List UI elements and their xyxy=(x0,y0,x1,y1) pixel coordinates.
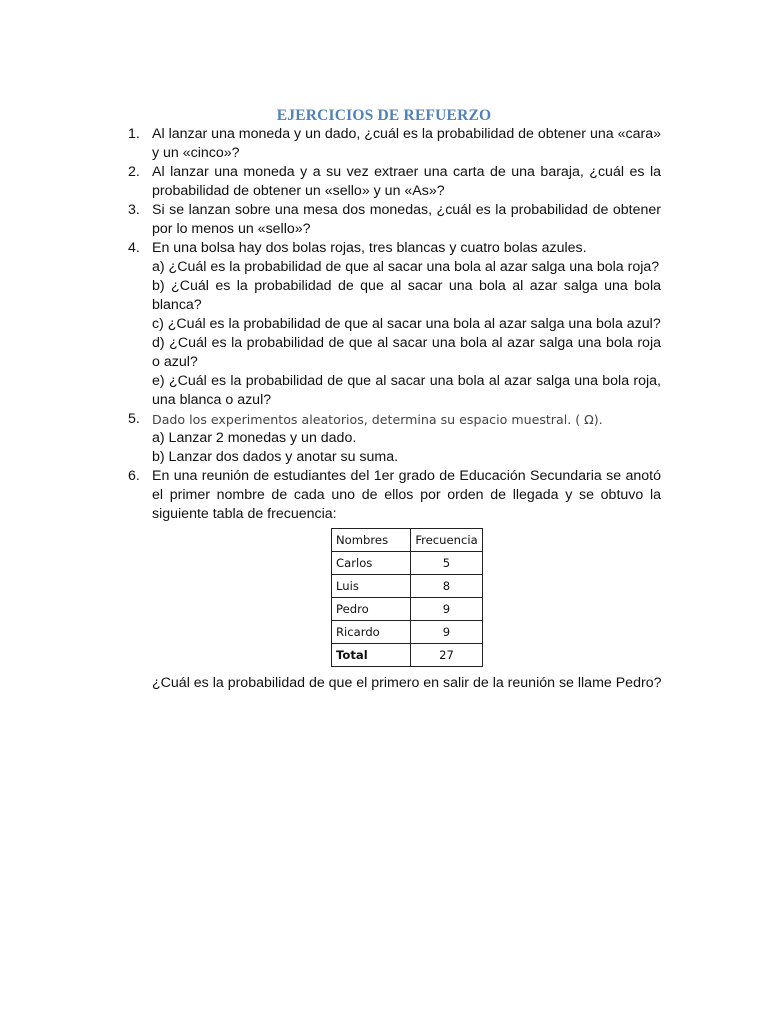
exercise-item xyxy=(128,163,661,201)
exercise-item xyxy=(128,410,661,467)
exercise-item xyxy=(128,239,661,410)
table-cell: 9 xyxy=(411,621,483,644)
sub-question: a) Lanzar 2 monedas y un dado. xyxy=(152,430,357,446)
exercise-item xyxy=(128,201,661,239)
exercise-text: En una bolsa hay dos bolas rojas, tres blancas y cuatro bolas azules. xyxy=(152,240,587,256)
exercise-item xyxy=(128,467,661,524)
exercise-text: Al lanzar una moneda y un dado, ¿cuál es la probabilidad de obtener una «cara» y un «cinco»? xyxy=(152,126,661,161)
exercise-number: 2. xyxy=(128,164,140,180)
table-cell: Luis xyxy=(332,575,411,598)
sub-question: c) ¿Cuál es la probabilidad de que al sacar una bola al azar salga una bola azul? xyxy=(152,316,661,332)
frequency-table-wrapper xyxy=(331,528,483,667)
table-cell: 27 xyxy=(411,644,483,667)
exercise-number: 5. xyxy=(128,411,140,427)
exercise-text: Si se lanzan sobre una mesa dos monedas, ¿cuál es la probabilidad de obtener por lo menos un «sello»? xyxy=(152,202,661,237)
table-row xyxy=(332,621,483,644)
table-cell: Carlos xyxy=(332,552,411,575)
exercise-text: Dado los experimentos aleatorios, determina su espacio muestral. ( Ω). xyxy=(152,412,603,427)
table-cell: Ricardo xyxy=(332,621,411,644)
table-row xyxy=(332,598,483,621)
table-header-cell: Nombres xyxy=(332,529,411,552)
exercise-number: 3. xyxy=(128,202,140,218)
sub-question: a) ¿Cuál es la probabilidad de que al sacar una bola al azar salga una bola roja? xyxy=(152,259,660,275)
table-total-row xyxy=(332,644,483,667)
sub-question: b) ¿Cuál es la probabilidad de que al sacar una bola al azar salga una bola blanca? xyxy=(152,278,661,313)
table-cell: 9 xyxy=(411,598,483,621)
exercise-number: 1. xyxy=(128,126,140,142)
exercise-number: 4. xyxy=(128,240,140,256)
table-header-row xyxy=(332,529,483,552)
table-row xyxy=(332,575,483,598)
exercise-list xyxy=(128,125,661,524)
table-row xyxy=(332,552,483,575)
sub-question: e) ¿Cuál es la probabilidad de que al sacar una bola al azar salga una bola roja, una blanca o azul? xyxy=(152,373,661,408)
exercise-text: En una reunión de estudiantes del 1er grado de Educación Secundaria se anotó el primer nombre de cada uno de ellos por orden de llegada y se obtuvo la siguiente tabla de frecuencia: xyxy=(152,468,661,522)
frequency-table xyxy=(331,528,483,667)
table-cell: 5 xyxy=(411,552,483,575)
table-cell: Pedro xyxy=(332,598,411,621)
exercise-item xyxy=(128,125,661,163)
table-cell: 8 xyxy=(411,575,483,598)
final-question: ¿Cuál es la probabilidad de que el primero en salir de la reunión se llame Pedro? xyxy=(152,675,662,691)
exercise-text: Al lanzar una moneda y a su vez extraer una carta de una baraja, ¿cuál es la probabilidad de obtener un «sello» y un «As»? xyxy=(152,164,661,199)
table-header-cell: Frecuencia xyxy=(411,529,483,552)
table-cell: Total xyxy=(332,644,411,667)
page-title: EJERCICIOS DE REFUERZO xyxy=(276,107,492,124)
sub-question: b) Lanzar dos dados y anotar su suma. xyxy=(152,449,399,465)
sub-question: d) ¿Cuál es la probabilidad de que al sacar una bola al azar salga una bola roja o azul? xyxy=(152,335,661,370)
exercise-number: 6. xyxy=(128,468,140,484)
